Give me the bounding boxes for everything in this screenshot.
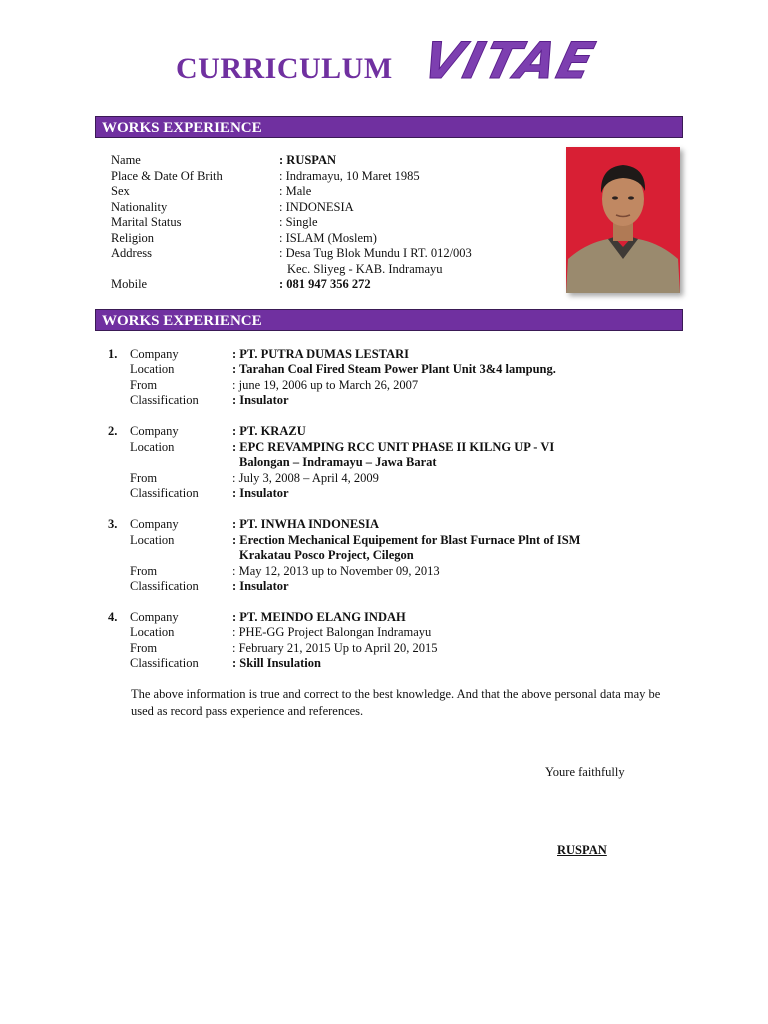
personal-label: Address: [111, 246, 152, 260]
personal-value: : Desa Tug Blok Mundu I RT. 012/003: [279, 246, 472, 260]
classification-label: Classification: [130, 579, 199, 593]
from-label: From: [130, 641, 158, 655]
location-value-line2: Krakatau Posco Project, Cilegon: [239, 548, 414, 562]
personal-label: Sex: [111, 184, 130, 198]
company-value: : PT. INWHA INDONESIA: [232, 517, 380, 531]
personal-value: : INDONESIA: [279, 200, 354, 214]
location-label: Location: [130, 625, 175, 639]
personal-label: Name: [111, 153, 141, 167]
title-main: CURRICULUM: [176, 52, 393, 85]
personal-label: Nationality: [111, 200, 168, 214]
personal-label: Religion: [111, 231, 155, 245]
classification-label: Classification: [130, 393, 199, 407]
company-value: : PT. KRAZU: [232, 424, 306, 438]
personal-value: : RUSPAN: [279, 153, 337, 167]
classification-value: : Insulator: [232, 486, 289, 500]
personal-value: : ISLAM (Moslem): [279, 231, 377, 245]
location-value: : EPC REVAMPING RCC UNIT PHASE II KILNG UP - VI: [232, 440, 555, 454]
from-label: From: [130, 378, 158, 392]
profile-photo: [566, 147, 680, 293]
from-value: : june 19, 2006 up to March 26, 2007: [232, 378, 419, 392]
personal-value: : Male: [279, 184, 312, 198]
location-label: Location: [130, 533, 175, 547]
personal-label: Mobile: [111, 277, 148, 291]
declaration-statement: The above information is true and correct to the best knowledge. And that the above personal data may be used as record pass experience and references.: [131, 687, 661, 718]
closing-line: Youre faithfully: [545, 765, 625, 779]
from-value: : July 3, 2008 – April 4, 2009: [232, 471, 379, 485]
location-value: : Tarahan Coal Fired Steam Power Plant Unit 3&4 lampung.: [232, 362, 556, 376]
location-value-line2: Balongan – Indramayu – Jawa Barat: [239, 455, 437, 469]
classification-value: : Insulator: [232, 393, 289, 407]
company-value: : PT. MEINDO ELANG INDAH: [232, 610, 406, 624]
from-label: From: [130, 564, 158, 578]
company-label: Company: [130, 347, 179, 361]
job-number: 1.: [108, 347, 118, 361]
personal-value: : 081 947 356 272: [279, 277, 371, 291]
job-number: 2.: [108, 424, 118, 438]
person-photo-icon: [566, 147, 680, 293]
document-title: [0, 34, 768, 94]
signature-name: RUSPAN: [557, 843, 607, 857]
company-value: : PT. PUTRA DUMAS LESTARI: [232, 347, 409, 361]
job-number: 3.: [108, 517, 118, 531]
from-value: : February 21, 2015 Up to April 20, 2015: [232, 641, 438, 655]
title-script: VITAE: [416, 32, 602, 90]
location-value: : Erection Mechanical Equipement for Blast Furnace Plnt of ISM: [232, 533, 581, 547]
personal-label: Marital Status: [111, 215, 182, 229]
from-value: : May 12, 2013 up to November 09, 2013: [232, 564, 440, 578]
from-label: From: [130, 471, 158, 485]
company-label: Company: [130, 424, 179, 438]
personal-label: Place & Date Of Brith: [111, 169, 223, 183]
company-label: Company: [130, 517, 179, 531]
personal-value: Kec. Sliyeg - KAB. Indramayu: [287, 262, 443, 276]
personal-value: : Single: [279, 215, 318, 229]
personal-value: : Indramayu, 10 Maret 1985: [279, 169, 420, 183]
location-label: Location: [130, 440, 175, 454]
section-heading-experience: WORKS EXPERIENCE: [95, 309, 683, 331]
classification-label: Classification: [130, 656, 199, 670]
classification-value: : Skill Insulation: [232, 656, 321, 670]
classification-label: Classification: [130, 486, 199, 500]
section-heading-personal: WORKS EXPERIENCE: [95, 116, 683, 138]
classification-value: : Insulator: [232, 579, 289, 593]
location-value: : PHE-GG Project Balongan Indramayu: [232, 625, 432, 639]
location-label: Location: [130, 362, 175, 376]
company-label: Company: [130, 610, 179, 624]
job-number: 4.: [108, 610, 118, 624]
